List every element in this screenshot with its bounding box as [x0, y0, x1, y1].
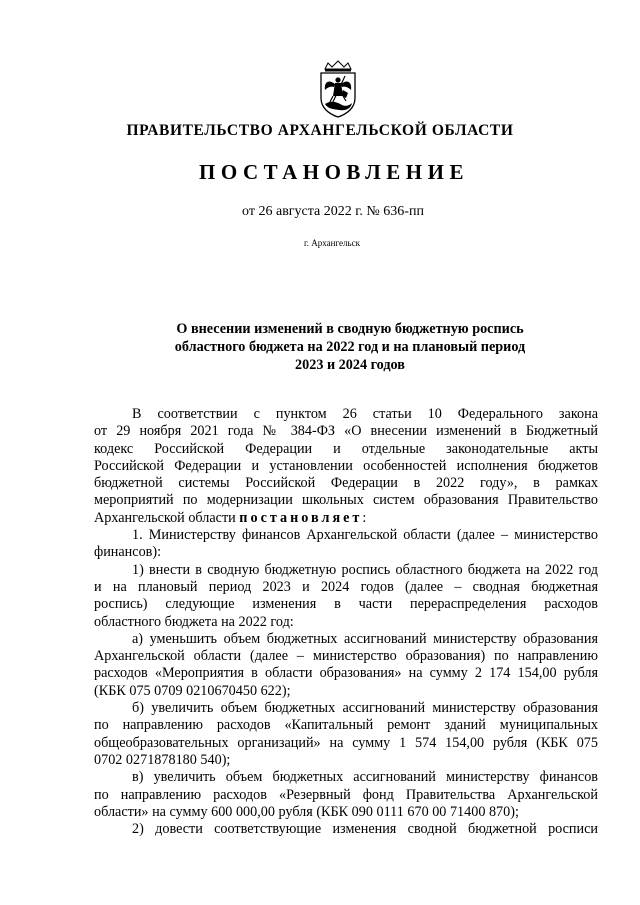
body-line: общеобразовательных организаций» на сумму 1 574 154,00 рубля (КБК 075: [94, 734, 598, 751]
body-line: мероприятий по модернизации школьных систем образования Правительство: [94, 492, 598, 509]
body-line: и на плановый период 2023 и 2024 годов (далее – сводная бюджетная: [94, 578, 598, 595]
body-text: Архангельской области: [94, 509, 236, 526]
document-type-title: ПОСТАНОВЛЕНИЕ: [199, 160, 469, 184]
body-line: В соответствии с пунктом 26 статьи 10 Федерального закона: [132, 406, 598, 422]
body-line: кодекс Российской Федерации и отдельные законодательные акты: [94, 440, 598, 457]
subject-line: О внесении изменений в сводную бюджетную роспись: [176, 321, 524, 337]
body-line: Архангельской области (далее – министерство образования) по направлению: [94, 648, 598, 665]
body-text: :: [362, 509, 367, 526]
decree-city: г. Архангельск: [304, 238, 360, 248]
body-line: (КБК 075 0709 0210670450 622);: [94, 682, 291, 699]
coat-of-arms-emblem: [315, 60, 361, 118]
decree-body: [94, 406, 598, 838]
decree-verb: постановляет: [239, 509, 363, 526]
body-line: б) увеличить объем бюджетных ассигнований министерству образования: [132, 700, 598, 717]
body-line: по направлению расходов «Резервный фонд Правительства Архангельской: [94, 786, 598, 803]
subject-line: 2023 и 2024 годов: [295, 357, 405, 373]
body-line: по направлению расходов «Капитальный ремонт зданий муниципальных: [94, 717, 598, 734]
body-line: 1. Министерству финансов Архангельской области (далее – министерство: [132, 527, 598, 544]
body-line: расходов «Мероприятия в области образования» на сумму 2 174 154,00 рубля: [94, 665, 598, 682]
government-name: ПРАВИТЕЛЬСТВО АРХАНГЕЛЬСКОЙ ОБЛАСТИ: [126, 122, 514, 139]
body-line: роспись) следующие изменения в части перераспределения расходов: [94, 596, 598, 613]
decree-date-number: от 26 августа 2022 г. № 636-пп: [242, 204, 424, 219]
body-line: 2) довести соответствующие изменения сводной бюджетной росписи: [132, 821, 598, 838]
body-line: финансов):: [94, 544, 162, 561]
body-line: от 29 ноября 2021 года № 384-ФЗ «О внесении изменений в Бюджетный: [94, 423, 598, 440]
body-line: [94, 510, 598, 527]
subject-line: областного бюджета на 2022 год и на плановый период: [174, 339, 526, 355]
body-line: 0702 0271878180 540);: [94, 751, 231, 768]
body-line: Российской Федерации и установлении особенностей исполнения бюджетов: [94, 457, 598, 474]
decree-subject: [120, 320, 580, 374]
body-line: а) уменьшить объем бюджетных ассигнований министерству образования: [132, 630, 598, 647]
body-line: 1) внести в сводную бюджетную роспись областного бюджета на 2022 год: [132, 561, 598, 578]
body-line: области» на сумму 600 000,00 рубля (КБК 090 0111 670 00 71400 870);: [94, 803, 519, 820]
body-line: областного бюджета на 2022 год:: [94, 613, 294, 630]
body-line: бюджетной системы Российской Федерации в 2022 году», в рамках: [94, 475, 598, 492]
body-line: в) увеличить объем бюджетных ассигнований министерству финансов: [132, 769, 598, 786]
